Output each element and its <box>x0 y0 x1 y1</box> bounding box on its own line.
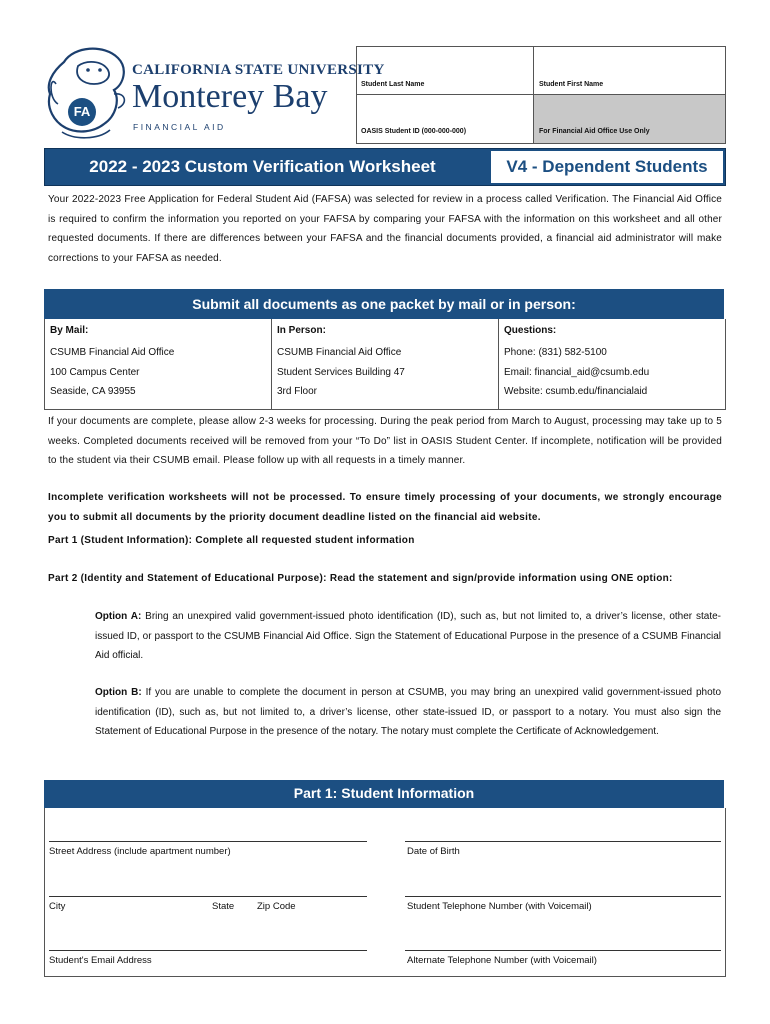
mail-line: 100 Campus Center <box>50 366 140 378</box>
street-address-input[interactable] <box>49 814 369 842</box>
zip-label: Zip Code <box>257 901 296 912</box>
otter-icon <box>44 44 132 144</box>
in-person-line: 3rd Floor <box>277 386 318 397</box>
fa-badge: FA <box>68 98 96 126</box>
in-person-line: CSUMB Financial Aid Office <box>277 347 402 358</box>
last-name-label: Student Last Name <box>361 81 425 88</box>
part1-form <box>44 808 726 977</box>
in-person-line: Student Services Building 47 <box>277 366 405 378</box>
option-a-label: Option A: <box>95 611 142 622</box>
street-label: Street Address (include apartment number) <box>49 846 231 857</box>
alternate-phone-label: Alternate Telephone Number (with Voicemail) <box>407 955 597 966</box>
incomplete-warning: Incomplete verification worksheets will not be processed. To ensure timely processing of your documents, we strongly encourage you to submit all documents by the priority document deadline listed on the financial aid website. <box>48 492 722 523</box>
city-line <box>49 896 367 897</box>
intro-paragraph: Your 2022-2023 Free Application for Federal Student Aid (FAFSA) was selected for review in a process called Verification. The Financial Aid Office is required to confirm the information you reported on your FAFSA by comparing your FAFSA with the information on this worksheet and all other requested documents. If there are differences between your FAFSA and the financial documents provided, a financial aid administrator will make corrections to your FAFSA as needed. <box>48 194 722 264</box>
student-id-box <box>356 46 726 144</box>
mail-header: By Mail: <box>50 325 89 336</box>
city-state-zip-input[interactable] <box>49 868 369 896</box>
option-b-text: If you are unable to complete the document in person at CSUMB, you may bring an unexpired valid government-issued photo identification (ID), such as, but not limited to, a driver’s license, other state-issued ID, or passport to a notary. You must also sign the Statement of Educational Purpose in the presence of the notary. The notary must complete the Certificate of Acknowledgement. <box>95 687 722 737</box>
website-line: Website: csumb.edu/financialaid <box>504 386 648 397</box>
email-line: Email: financial_aid@csumb.edu <box>504 366 650 378</box>
submit-table <box>44 319 726 410</box>
office-use-label: For Financial Aid Office Use Only <box>539 128 650 135</box>
mail-column <box>45 319 272 409</box>
option-b <box>95 683 721 742</box>
option-b-label: Option B: <box>95 687 142 698</box>
worksheet-version: V4 - Dependent Students <box>491 151 723 183</box>
student-email-label: Student's Email Address <box>49 955 152 966</box>
org-name-line2: Monterey Bay <box>132 78 328 115</box>
first-name-input[interactable] <box>537 49 725 79</box>
org-name-line3: FINANCIAL AID <box>133 122 226 132</box>
last-name-input[interactable] <box>359 49 533 79</box>
student-phone-input[interactable] <box>407 868 723 896</box>
alternate-phone-input[interactable] <box>407 922 723 950</box>
city-label: City <box>49 901 66 912</box>
student-phone-label: Student Telephone Number (with Voicemail) <box>407 901 592 912</box>
email-line <box>49 950 367 951</box>
street-line <box>49 841 367 842</box>
oasis-id-input[interactable] <box>359 97 533 127</box>
dob-label: Date of Birth <box>407 846 460 857</box>
mail-line: Seaside, CA 93955 <box>50 386 136 397</box>
questions-header: Questions: <box>504 325 557 336</box>
questions-column <box>499 319 725 409</box>
oasis-id-label: OASIS Student ID (000-000-000) <box>361 128 467 135</box>
option-a-text: Bring an unexpired valid government-issued photo identification (ID), such as, but not limited to, a driver’s license, other state-issued ID, or passport to the CSUMB Financial Aid Office. Sign the Statement of Educational Purpose in the presence of a CSUMB Financial Aid official. <box>95 611 722 661</box>
state-label: State <box>212 901 235 912</box>
phone-line: Phone: (831) 582-5100 <box>504 347 607 358</box>
phone-line <box>405 896 721 897</box>
part1-heading: Part 1: Student Information <box>44 780 724 808</box>
office-use-shade <box>534 95 725 143</box>
submit-heading: Submit all documents as one packet by mail or in person: <box>44 289 724 319</box>
part1-instructions: Part 1 (Student Information): Complete all requested student information <box>48 535 415 546</box>
worksheet-title: 2022 - 2023 Custom Verification Worksheet <box>89 157 436 176</box>
option-a <box>95 607 721 666</box>
part2-instructions: Part 2 (Identity and Statement of Educational Purpose): Read the statement and sign/provide information using ONE option: <box>48 573 673 584</box>
csumb-financial-aid-logo <box>44 44 385 144</box>
dob-line <box>405 841 721 842</box>
alt-phone-line <box>405 950 721 951</box>
in-person-column <box>272 319 499 409</box>
org-name-line1: CALIFORNIA STATE UNIVERSITY <box>132 62 385 78</box>
mail-line: CSUMB Financial Aid Office <box>50 347 175 358</box>
processing-paragraph: If your documents are complete, please allow 2-3 weeks for processing. During the peak period from March to August, processing may take up to 5 weeks. Completed documents received will be removed from your “To Do” list in OASIS Student Center. If incomplete, notification will be provided to the student via their CSUMB email. Please follow up with all requests in a timely manner. <box>48 416 722 466</box>
in-person-header: In Person: <box>277 325 326 336</box>
student-email-input[interactable] <box>49 922 369 950</box>
date-of-birth-input[interactable] <box>407 814 723 842</box>
worksheet-title-bar <box>44 148 726 186</box>
first-name-label: Student First Name <box>539 81 604 88</box>
